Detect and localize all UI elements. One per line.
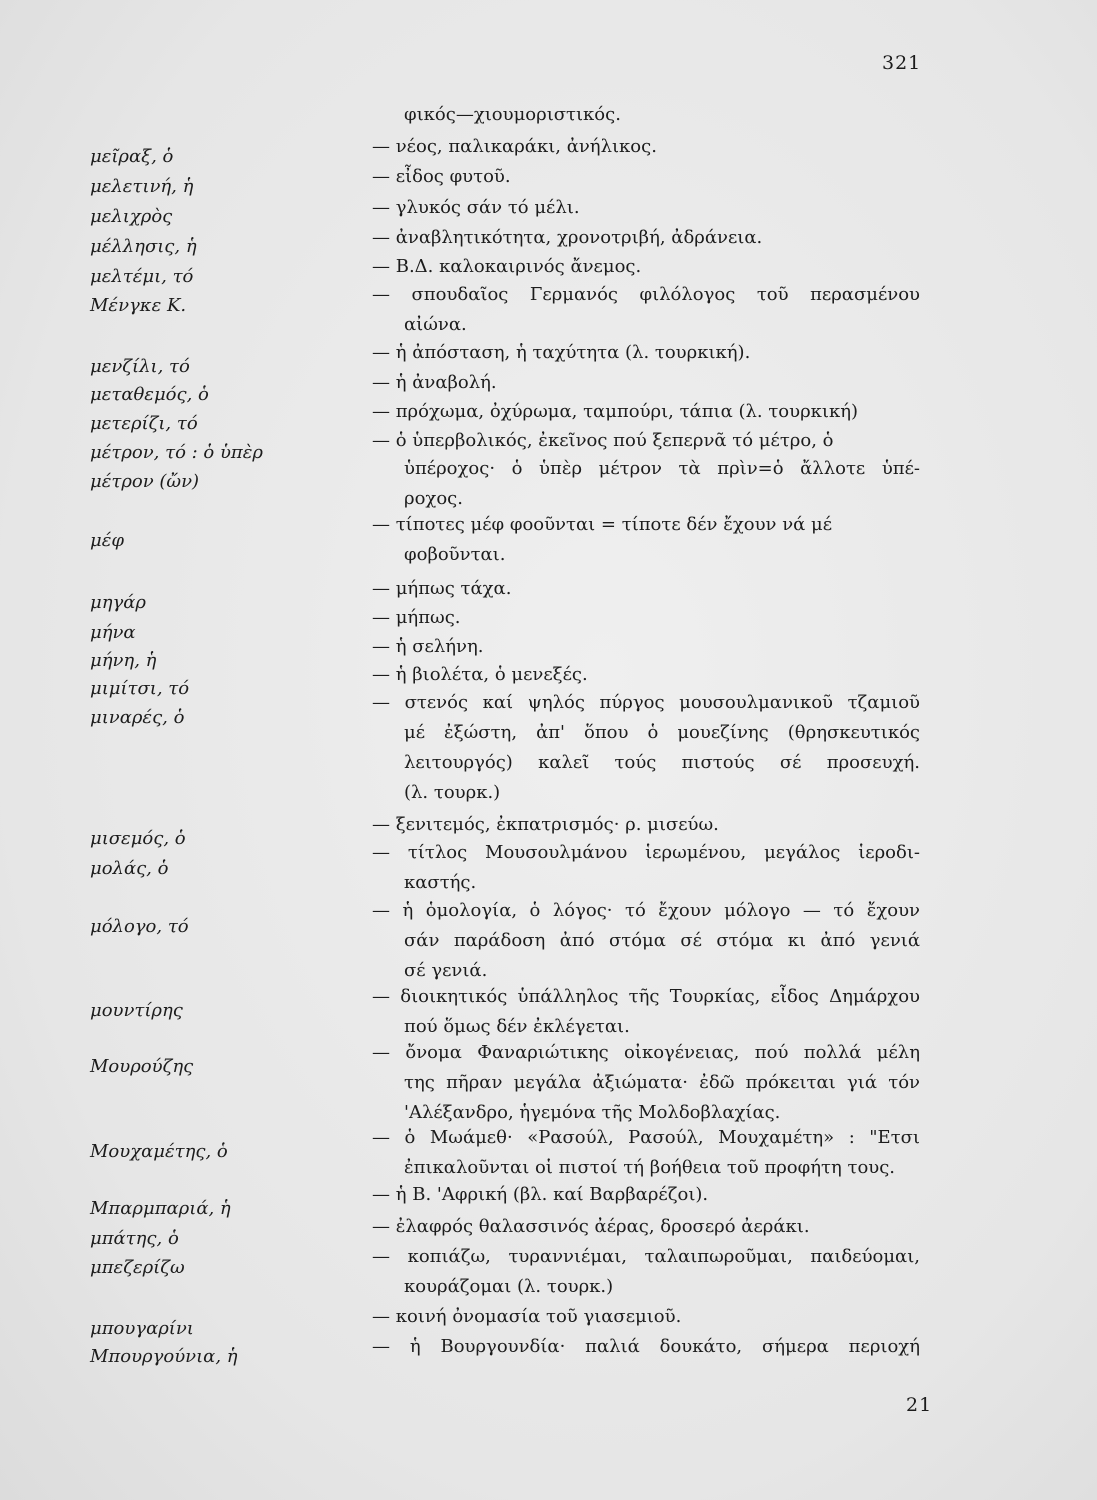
definition: [372, 401, 858, 423]
definition-line: — ὄνομα Φαναριώτικης οἰκογένειας, πού πολλά μέλη: [372, 1042, 920, 1063]
definition-line: — κοπιάζω, τυραννιέμαι, ταλαιπωροῦμαι, παιδεύομαι,: [372, 1246, 920, 1267]
definition: [372, 1127, 920, 1179]
definition: [372, 814, 719, 836]
definition-line: φοβοῦνται.: [404, 544, 506, 565]
definition-line: της πῆραν μεγάλα ἀξιώματα· ἐδῶ πρόκειται γιά τόν: [404, 1072, 920, 1093]
headword: μενζίλι, τό: [90, 356, 190, 377]
definition: [372, 664, 588, 686]
definition-line: πού ὅμως δέν ἐκλέγεται.: [404, 1016, 630, 1037]
definition-line: σέ γενιά.: [404, 960, 488, 981]
definition-line: — ξενιτεμός, ἐκπατρισμός· ρ. μισεύω.: [372, 814, 719, 835]
definition-line: — ἡ Β. 'Αφρική (βλ. καί Βαρβαρέζοι).: [372, 1184, 709, 1205]
definition-line: — ἡ σελήνη.: [372, 636, 484, 657]
definition: [372, 1306, 681, 1328]
headword: μετερίζι, τό: [90, 413, 198, 434]
definition-line: — τίτλος Μουσουλμάνου ἱερωμένου, μεγάλος ἱεροδι-: [372, 842, 920, 863]
definition: [372, 842, 920, 894]
definition-line: — ἀναβλητικότητα, χρονοτριβή, ἀδράνεια.: [372, 227, 763, 248]
headword: Μουχαμέτης, ὁ: [90, 1141, 228, 1162]
definition-line: κουράζομαι (λ. τουρκ.): [404, 1276, 614, 1297]
definition-line: φικός—χιουμοριστικός.: [404, 104, 621, 125]
definition-line: ἐπικαλοῦνται οἱ πιστοί τή βοήθεια τοῦ προφήτη τους.: [404, 1157, 896, 1178]
definition-line: (λ. τουρκ.): [404, 782, 501, 803]
headword: μπεζερίζω: [90, 1257, 185, 1278]
headword: μουντίρης: [90, 1000, 183, 1021]
headword: μελετινή, ἡ: [90, 176, 194, 197]
definition-line: καστής.: [404, 872, 477, 893]
definition: [372, 372, 497, 394]
definition-line: μέ ἐξώστη, ἀπ' ὅπου ὁ μουεζίνης (θρησκευτικός: [404, 722, 920, 743]
headword: μπάτης, ὁ: [90, 1228, 179, 1249]
definition-line: — ὁ ὑπερβολικός, ἐκεῖνος πού ξεπερνᾶ τό μέτρο, ὁ: [372, 430, 834, 451]
definition-line: — μήπως.: [372, 607, 461, 628]
definition: [372, 284, 920, 336]
headword: Μπουργούνια, ἡ: [90, 1346, 238, 1367]
definition-line: 'Αλέξανδρο, ἡγεμόνα τῆς Μολδοβλαχίας.: [404, 1102, 781, 1123]
headword: μηγάρ: [90, 592, 146, 613]
definition-line: — ἡ ἀναβολή.: [372, 372, 497, 393]
definition-line: σάν παράδοση ἀπό στόμα σέ στόμα κι ἀπό γενιά: [404, 930, 920, 951]
definition-line: λειτουργός) καλεῖ τούς πιστούς σέ προσευχή.: [404, 752, 920, 773]
definition-line: — πρόχωμα, ὀχύρωμα, ταμπούρι, τάπια (λ. τουρκική): [372, 401, 859, 422]
definition: [372, 430, 833, 452]
definition-line: ὑπέροχος· ὁ ὑπὲρ μέτρον τὰ πρὶν=ὁ ἄλλοτε ὑπέ-: [404, 458, 920, 479]
definition: [372, 197, 580, 219]
headword: μισεμός, ὁ: [90, 828, 186, 849]
definition-line: ροχος.: [404, 488, 463, 509]
definition: [372, 900, 920, 982]
headword: μέτρον (ὤν): [90, 471, 200, 492]
definition-line: — νέος, παλικαράκι, ἀνήλικος.: [372, 136, 657, 157]
definition: [372, 256, 641, 278]
headword: μήνα: [90, 622, 136, 643]
definition: [372, 1042, 920, 1124]
page-number-bottom: 21: [906, 1394, 933, 1416]
headword: μελιχρὸς: [90, 206, 173, 227]
definition: [372, 227, 762, 249]
definition-line: — στενός καί ψηλός πύργος μουσουλμανικοῦ τζαμιοῦ: [372, 692, 920, 713]
headword: μέτρον, τό : ὁ ὑπὲρ: [90, 442, 263, 463]
definition: [372, 1184, 708, 1206]
headword: μιμίτσι, τό: [90, 678, 190, 699]
definition: [372, 136, 657, 158]
definition-line: — ἡ βιολέτα, ὁ μενεξές.: [372, 664, 588, 685]
definition-line: — κοινή ὀνομασία τοῦ γιασεμιοῦ.: [372, 1306, 682, 1327]
definition: [372, 636, 483, 658]
definition: [372, 342, 750, 364]
definition: [372, 1336, 920, 1358]
headword: μολάς, ὁ: [90, 858, 169, 879]
headword: μεῖραξ, ὁ: [90, 146, 174, 167]
headword: μπουγαρίνι: [90, 1318, 194, 1339]
definition: [372, 692, 920, 804]
headword: Μουρούζης: [90, 1056, 194, 1077]
definition-line: — Β.Δ. καλοκαιρινός ἄνεμος.: [372, 256, 642, 277]
definition: [372, 578, 511, 600]
definition: [372, 1246, 920, 1298]
headword: μελτέμι, τό: [90, 266, 194, 287]
definition: [372, 458, 920, 510]
definition: [372, 986, 920, 1038]
headword: μέλλησις, ἡ: [90, 236, 197, 257]
definition-line: — μήπως τάχα.: [372, 578, 512, 599]
definition: [372, 166, 511, 188]
definition-line: — σπουδαῖος Γερμανός φιλόλογος τοῦ περασμένου: [372, 284, 920, 305]
definition-line: — εἶδος φυτοῦ.: [372, 166, 511, 187]
definition: [372, 1216, 810, 1238]
definition: [372, 607, 461, 629]
headword: μεταθεμός, ὁ: [90, 384, 209, 405]
definition-line: — ὁ Μωάμεθ· «Ρασούλ, Ρασούλ, Μουχαμέτη» : "Ετσι: [372, 1127, 920, 1148]
headword: μήνη, ἡ: [90, 650, 157, 671]
headword: μόλογο, τό: [90, 916, 189, 937]
definition-line: — ἐλαφρός θαλασσινός ἀέρας, δροσερό ἀεράκι.: [372, 1216, 810, 1237]
definition-line: — ἡ ὁμολογία, ὁ λόγος· τό ἔχουν μόλογο — τό ἔχουν: [372, 900, 920, 921]
headword: Μένγκε Κ.: [90, 295, 187, 316]
definition-line: — ἡ Βουργουνδία· παλιά δουκάτο, σήμερα περιοχή: [372, 1336, 920, 1357]
headword: μέφ: [90, 530, 124, 551]
definition: [372, 514, 832, 566]
headword: Μπαρμπαριά, ἡ: [90, 1198, 231, 1219]
continuation-line: [372, 104, 621, 126]
definition-line: — τίποτες μέφ φοοῦνται = τίποτε δέν ἔχουν νά μέ: [372, 514, 833, 535]
definition-line: αἰώνα.: [404, 314, 467, 335]
page-number-top: 321: [882, 52, 922, 74]
definition-line: — ἡ ἀπόσταση, ἡ ταχύτητα (λ. τουρκική).: [372, 342, 751, 363]
definition-line: — διοικητικός ὑπάλληλος τῆς Τουρκίας, εἶδος Δημάρχου: [372, 986, 920, 1007]
definition-line: — γλυκός σάν τό μέλι.: [372, 197, 580, 218]
headword: μιναρές, ὁ: [90, 707, 185, 728]
